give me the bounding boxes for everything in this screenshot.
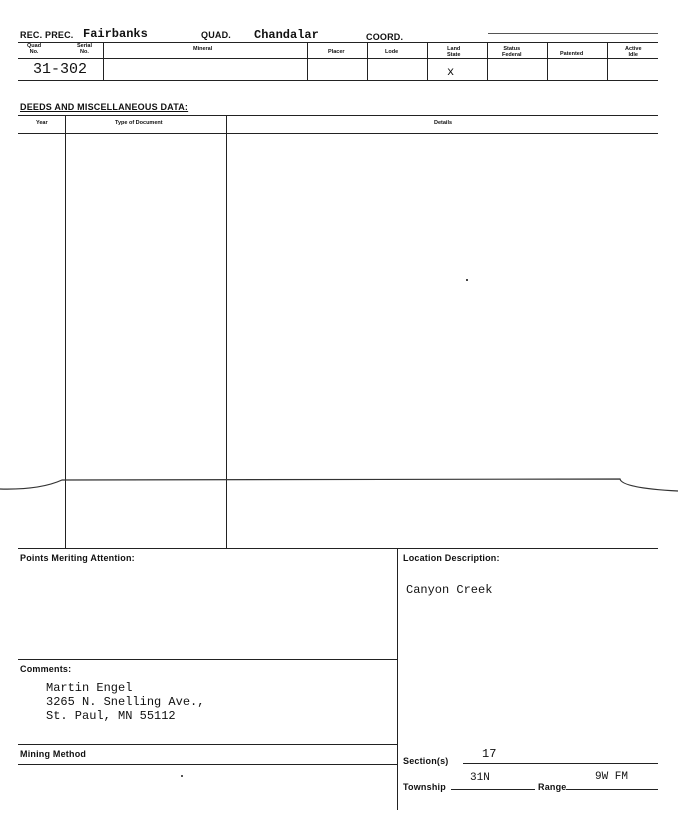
- quad-value: Chandalar: [254, 28, 319, 42]
- comments-top-rule: [18, 659, 398, 660]
- col-serial-no: Serial No.: [77, 43, 92, 55]
- deeds-col-details: Details: [434, 120, 453, 126]
- range-line: [566, 789, 658, 790]
- col-mineral: Mineral: [193, 46, 213, 52]
- scan-speck-2: [181, 775, 183, 777]
- header-divider-mineral: [103, 42, 104, 80]
- col-quad-no: Quad No.: [27, 43, 42, 55]
- deeds-section-title: DEEDS AND MISCELLANEOUS DATA:: [20, 102, 189, 112]
- bottom-divider: [397, 548, 398, 810]
- section-value: 17: [482, 747, 497, 761]
- points-label: Points Meriting Attention:: [20, 553, 135, 563]
- header-divider-patented: [547, 42, 548, 80]
- range-label: Range: [538, 782, 567, 792]
- header-divider-lode: [367, 42, 368, 80]
- quad-label: QUAD.: [201, 30, 231, 40]
- fold-line: [0, 470, 678, 500]
- col-land-state: Land State: [447, 46, 461, 58]
- header-mid-rule: [18, 58, 658, 59]
- land-state-mark: x: [447, 65, 455, 79]
- bottom-section-rule: [18, 548, 658, 549]
- comments-line-2: 3265 N. Snelling Ave.,: [46, 695, 205, 709]
- col-placer: Placer: [328, 49, 345, 55]
- col-active-idle: Active Idle: [625, 46, 642, 58]
- township-label: Township: [403, 782, 446, 792]
- deeds-header-rule: [18, 133, 658, 134]
- header-divider-federal: [487, 42, 488, 80]
- mining-method-bottom-rule: [18, 764, 398, 765]
- mining-method-label: Mining Method: [20, 749, 87, 759]
- section-label: Section(s): [403, 756, 449, 766]
- coord-rule: [488, 33, 658, 34]
- comments-line-1: Martin Engel: [46, 681, 133, 695]
- deeds-top-rule: [18, 115, 658, 116]
- location-value: Canyon Creek: [406, 583, 493, 597]
- range-value: 9W FM: [595, 771, 629, 783]
- mining-method-top-rule: [18, 744, 398, 745]
- comments-label: Comments:: [20, 664, 72, 674]
- header-divider-active: [607, 42, 608, 80]
- header-divider-placer: [307, 42, 308, 80]
- township-value: 31N: [470, 772, 490, 784]
- header-rule: [18, 42, 658, 43]
- header-divider-land: [427, 42, 428, 80]
- rec-prec-label: REC. PREC.: [20, 30, 74, 40]
- section-line: [463, 763, 658, 764]
- quad-serial-value: 31-302: [33, 61, 88, 78]
- scan-speck: [466, 279, 468, 281]
- comments-line-3: St. Paul, MN 55112: [46, 709, 176, 723]
- col-status-federal: Status Federal: [502, 46, 522, 58]
- deeds-col-type: Type of Document: [115, 120, 163, 126]
- header-bottom-rule: [18, 80, 658, 81]
- deeds-col-year: Year: [36, 120, 48, 126]
- col-patented: Patented: [560, 51, 584, 57]
- township-line: [451, 789, 535, 790]
- col-lode: Lode: [385, 49, 399, 55]
- rec-prec-value: Fairbanks: [83, 27, 148, 41]
- location-label: Location Description:: [403, 553, 500, 563]
- coord-label: COORD.: [366, 32, 404, 42]
